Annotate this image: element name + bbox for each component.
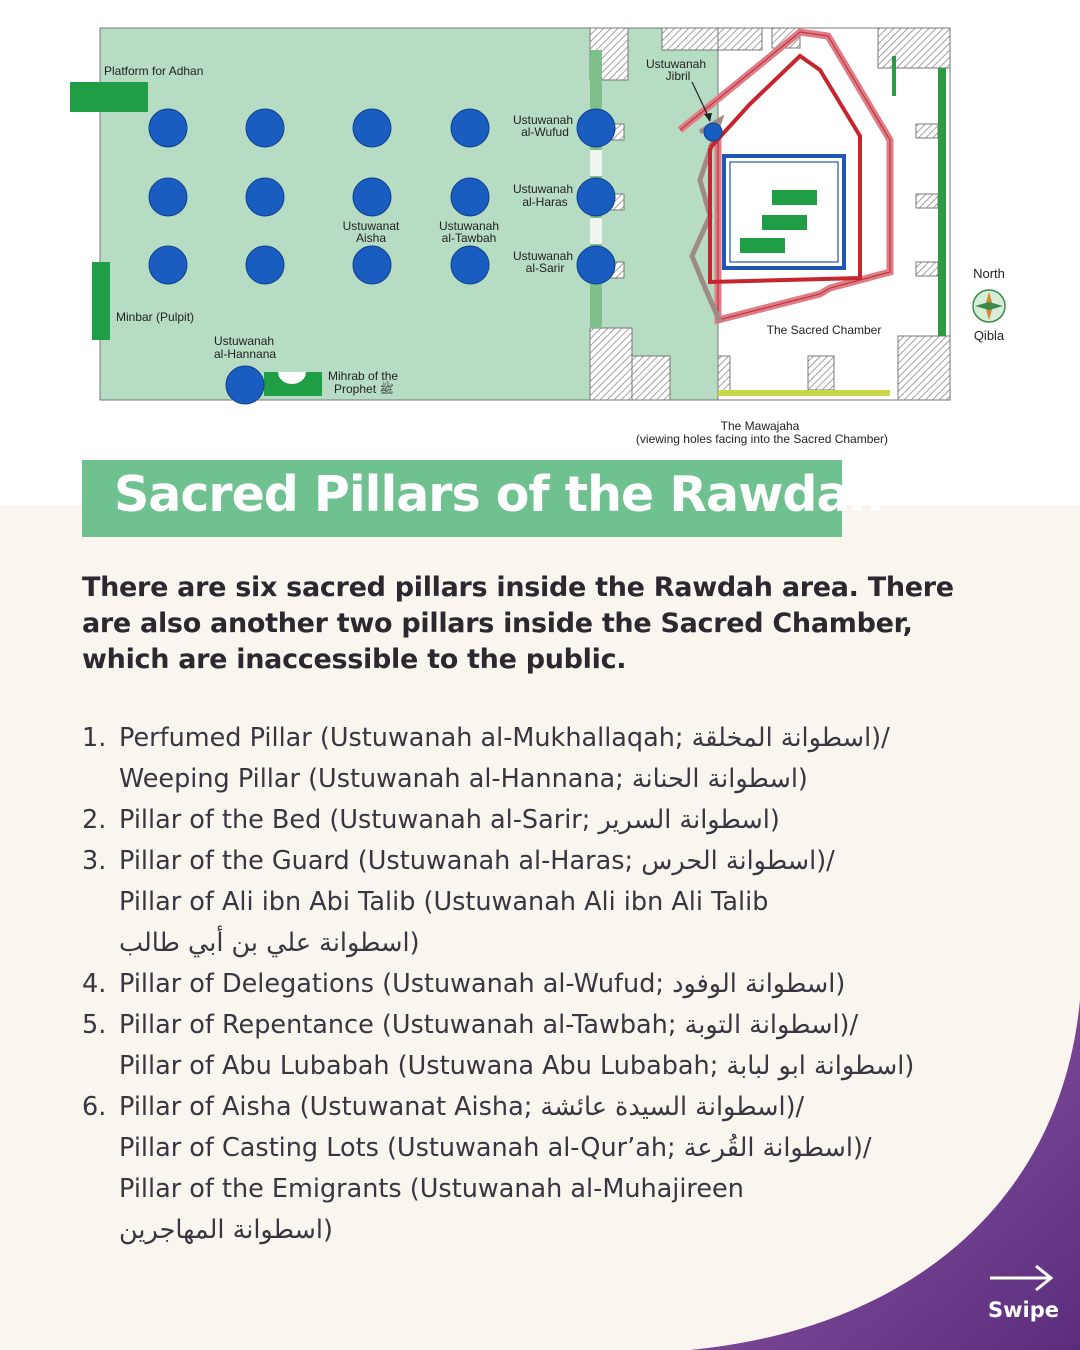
label-hannana-1: Ustuwanah: [214, 334, 275, 348]
list-line: Pillar of Aisha (Ustuwanat Aisha; اسطوانة السيدة عائشة)/: [119, 1092, 805, 1122]
list-line: Pillar of Casting Lots (Ustuwanah al-Qur’ah; اسطوانة القُرعة)/: [119, 1133, 872, 1163]
label-sarir-2: al-Sarir: [525, 261, 565, 275]
label-minbar: Minbar (Pulpit): [116, 310, 195, 324]
label-aisha-2: Aisha: [355, 231, 387, 245]
list-line: Pillar of Repentance (Ustuwanah al-Tawbah; اسطوانة التوبة)/: [119, 1010, 859, 1040]
label-tawbah-1: Ustuwanah: [438, 219, 500, 233]
list-number: 6.: [82, 1092, 107, 1122]
list-number: 2.: [82, 805, 107, 835]
pillar: [451, 109, 489, 147]
intro-line: which are inaccessible to the public.: [82, 644, 627, 675]
pillar: [246, 178, 284, 216]
divider-gap-1: [590, 150, 602, 176]
label-sarir-1: Ustuwanah: [512, 249, 574, 263]
list-line: اسطوانة المهاجرين): [119, 1215, 333, 1245]
minbar: [92, 262, 110, 340]
pillar-al-wufud: [577, 109, 615, 147]
label-tawbah-2: al-Tawbah: [441, 231, 497, 245]
grave-3: [740, 238, 785, 253]
list-item: [82, 718, 982, 800]
intro-line: are also another two pillars inside the Sacred Chamber,: [82, 608, 913, 639]
divider-gap-2: [590, 218, 602, 244]
list-number: 1.: [82, 723, 107, 753]
label-sacred-chamber: The Sacred Chamber: [766, 323, 882, 337]
list-line: Pillar of the Bed (Ustuwanah al-Sarir; اسطوانة السرير): [119, 805, 780, 835]
list-line: Weeping Pillar (Ustuwanah al-Hannana; اسطوانة الحنانة): [119, 764, 808, 794]
diagram-panel: [0, 0, 1080, 505]
north-strip: [892, 56, 896, 96]
pillar: [451, 178, 489, 216]
pillar: [353, 109, 391, 147]
list-line: اسطوانة علي بن أبي طالب): [119, 928, 420, 958]
compass-icon: [973, 290, 1005, 322]
list-line: Pillar of the Emigrants (Ustuwanah al-Muhajireen: [119, 1174, 744, 1204]
mihrab: [264, 372, 322, 396]
arrow-right-icon[interactable]: [988, 1262, 1056, 1294]
label-jibril-1: Ustuwanah: [645, 57, 707, 71]
swipe-label[interactable]: Swipe: [988, 1298, 1059, 1322]
label-wufud-2: al-Wufud: [521, 125, 569, 139]
qibla-wall: [938, 68, 946, 336]
label-platform-for-adhan: Platform for Adhan: [104, 64, 204, 78]
pillar-al-hannana: [226, 366, 264, 404]
label-haras-2: al-Haras: [522, 195, 568, 209]
list-number: 4.: [82, 969, 107, 999]
rawdah-floor-plan: [60, 20, 1020, 460]
pillar: [149, 109, 187, 147]
grave-1: [772, 190, 817, 205]
mawajaha-line: [718, 390, 890, 396]
title-banner: [82, 460, 883, 537]
pillar-al-haras: [577, 178, 615, 216]
page-title: Sacred Pillars of the Rawdah: [114, 466, 883, 523]
pillar-al-sarir: [577, 246, 615, 284]
list-line: Perfumed Pillar (Ustuwanah al-Mukhallaqah; اسطوانة المخلقة)/: [119, 723, 890, 753]
label-mawajaha-2: (viewing holes facing into the Sacred Chamber): [635, 432, 889, 446]
intro-line: There are six sacred pillars inside the Rawdah area. There: [82, 572, 954, 603]
list-line: Pillar of Ali ibn Abi Talib (Ustuwanah Ali ibn Ali Talib: [119, 887, 769, 917]
label-hannana-2: al-Hannana: [214, 347, 277, 361]
label-aisha-1: Ustuwanat: [342, 219, 400, 233]
list-line: Pillar of the Guard (Ustuwanah al-Haras; اسطوانة الحرس)/: [119, 846, 835, 876]
pillar: [149, 246, 187, 284]
grave-2: [762, 215, 807, 230]
pillar-al-tawbah: [451, 246, 489, 284]
label-qibla: Qibla: [973, 328, 1005, 343]
pillar: [246, 246, 284, 284]
label-jibril-2: Jibril: [665, 69, 691, 83]
list-number: 5.: [82, 1010, 107, 1040]
label-wufud-1: Ustuwanah: [512, 113, 574, 127]
label-mihrab-1: Mihrab of the: [328, 369, 399, 383]
intro-paragraph: [82, 570, 962, 678]
pillar-aisha: [353, 246, 391, 284]
label-north: North: [973, 266, 1005, 281]
pillar: [246, 109, 284, 147]
pillar: [149, 178, 187, 216]
pillar: [353, 178, 391, 216]
list-line: Pillar of Abu Lubabah (Ustuwana Abu Lubabah; اسطوانة ابو لبابة): [119, 1051, 915, 1081]
platform-for-adhan: [70, 82, 148, 112]
pillar-jibril: [704, 123, 722, 141]
list-number: 3.: [82, 846, 107, 876]
label-haras-1: Ustuwanah: [512, 182, 574, 196]
list-line: Pillar of Delegations (Ustuwanah al-Wufud; اسطوانة الوفود): [119, 969, 846, 999]
label-mawajaha-1: The Mawajaha: [720, 419, 800, 433]
label-mihrab-2: Prophet ﷺ: [334, 382, 394, 396]
